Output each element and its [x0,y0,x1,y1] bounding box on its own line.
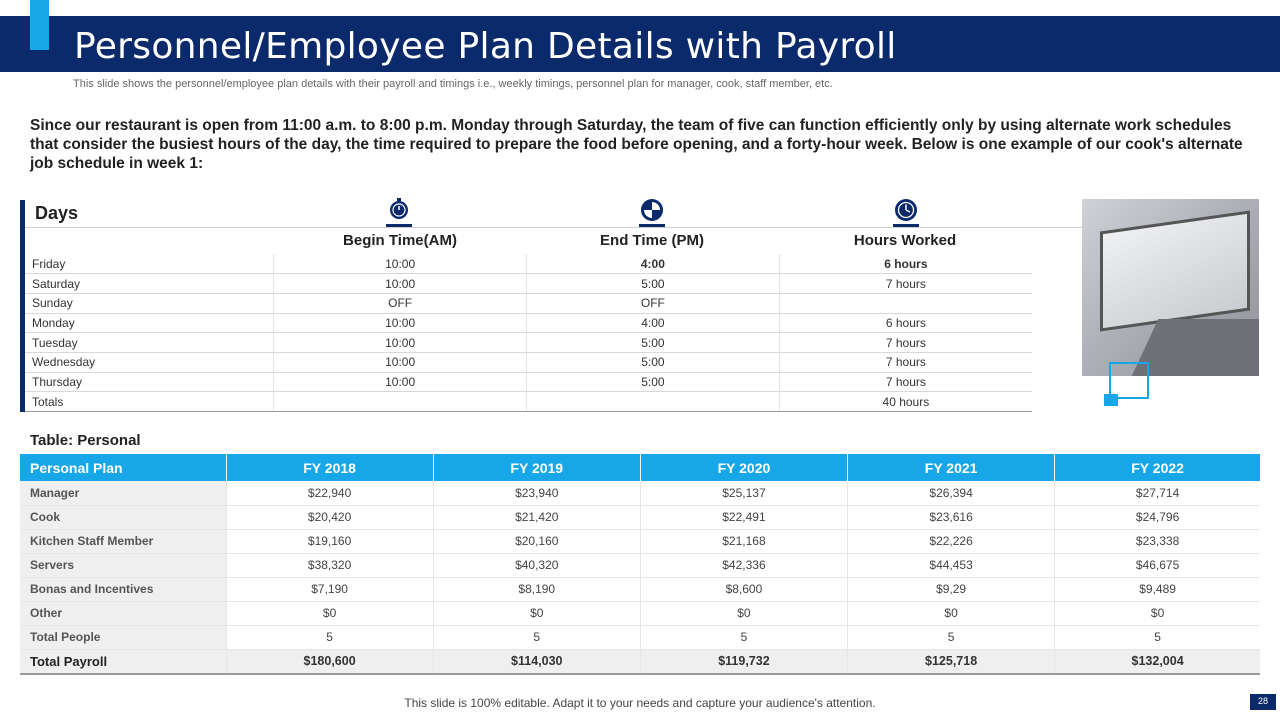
payroll-cell: 5 [433,625,640,649]
payroll-total-cell: $132,004 [1055,649,1260,674]
clock-pie-icon [639,198,665,230]
payroll-total-label: Total Payroll [20,649,226,674]
payroll-header: FY 2021 [848,454,1055,481]
payroll-cell: $9,489 [1055,577,1260,601]
payroll-header: FY 2019 [433,454,640,481]
payroll-cell: $20,420 [226,505,433,529]
payroll-cell: $23,616 [848,505,1055,529]
payroll-cell: $27,714 [1055,481,1260,505]
schedule-begin: 10:00 [274,372,527,392]
payroll-cell: $20,160 [433,529,640,553]
payroll-cell: $44,453 [848,553,1055,577]
schedule-day: Sunday [25,293,274,313]
stopwatch-icon [386,198,412,230]
payroll-total-row [20,649,1260,674]
payroll-cell: $42,336 [640,553,847,577]
payroll-cell: 5 [640,625,847,649]
payroll-cell: $21,420 [433,505,640,529]
schedule-hours: 6 hours [779,254,1032,274]
schedule-hours [779,293,1032,313]
payroll-row-label: Manager [20,481,226,505]
payroll-header: FY 2022 [1055,454,1260,481]
schedule-table [25,254,1032,412]
schedule-end: 5:00 [527,274,780,294]
payroll-cell: $0 [640,601,847,625]
payroll-cell: 5 [1055,625,1260,649]
payroll-cell: $19,160 [226,529,433,553]
schedule-begin [274,392,527,412]
payroll-cell: $22,226 [848,529,1055,553]
schedule-begin: 10:00 [274,333,527,353]
schedule-begin: 10:00 [274,313,527,333]
schedule-hours: 6 hours [779,313,1032,333]
payroll-total-cell: $114,030 [433,649,640,674]
payroll-total-cell: $125,718 [848,649,1055,674]
col-begin-time: Begin Time(AM) [343,232,457,249]
payroll-total-cell: $119,732 [640,649,847,674]
payroll-row [20,481,1260,505]
payroll-header: FY 2020 [640,454,847,481]
payroll-cell: $8,600 [640,577,847,601]
payroll-cell: $22,940 [226,481,433,505]
schedule-hours: 7 hours [779,352,1032,372]
schedule-day: Thursday [25,372,274,392]
payroll-header-row [20,454,1260,481]
page-title: Personnel/Employee Plan Details with Payroll [74,26,897,67]
schedule-row [25,293,1032,313]
payroll-cell: $8,190 [433,577,640,601]
payroll-cell: $38,320 [226,553,433,577]
schedule-day: Monday [25,313,274,333]
schedule-day: Wednesday [25,352,274,372]
payroll-cell: $0 [433,601,640,625]
schedule-row [25,333,1032,353]
schedule-row [25,254,1032,274]
schedule-hours: 40 hours [779,392,1032,412]
schedule-day: Friday [25,254,274,274]
schedule-hours: 7 hours [779,333,1032,353]
payroll-table [20,454,1260,675]
schedule-row [25,372,1032,392]
schedule-hours: 7 hours [779,372,1032,392]
payroll-cell: $25,137 [640,481,847,505]
payroll-row [20,625,1260,649]
payroll-cell: $21,168 [640,529,847,553]
payroll-cell: $0 [226,601,433,625]
payroll-row [20,505,1260,529]
payroll-row [20,577,1260,601]
payroll-total-cell: $180,600 [226,649,433,674]
schedule-end [527,392,780,412]
schedule-end: 4:00 [527,313,780,333]
payroll-row [20,601,1260,625]
schedule-totals-row [25,392,1032,412]
payroll-cell: $23,940 [433,481,640,505]
schedule-end: 4:00 [527,254,780,274]
schedule-begin: 10:00 [274,254,527,274]
payroll-row-label: Servers [20,553,226,577]
intro-paragraph: Since our restaurant is open from 11:00 a.m. to 8:00 p.m. Monday through Saturday, the team of five can function efficiently only by using alternate work schedules that consider the busiest hours of the day, the time required to prepare the food before opening, and a forty-hour week. Below is one example of our cook's alternate job schedule in week 1: [30,117,1243,172]
payroll-cell: $23,338 [1055,529,1260,553]
title-accent [30,0,49,50]
schedule-row [25,274,1032,294]
payroll-cell: $40,320 [433,553,640,577]
schedule-end: 5:00 [527,352,780,372]
payroll-header: FY 2018 [226,454,433,481]
payroll-cell: $7,190 [226,577,433,601]
schedule-begin: 10:00 [274,352,527,372]
schedule-day: Tuesday [25,333,274,353]
schedule-divider [25,227,1085,228]
schedule-row [25,313,1032,333]
schedule-days-label: Days [35,203,79,223]
footer-note: This slide is 100% editable. Adapt it to your needs and capture your audience's attention. [404,696,876,710]
schedule-end: OFF [527,293,780,313]
laptop-photo [1082,199,1259,376]
payroll-row-label: Bonas and Incentives [20,577,226,601]
decor-square-fill [1104,394,1118,406]
page-subtitle: This slide shows the personnel/employee plan details with their payroll and timings i.e., weekly timings, personnel plan for manager, cook, staff member, etc. [73,78,833,90]
laptop-screen [1100,210,1250,331]
payroll-header: Personal Plan [20,454,226,481]
payroll-cell: 5 [226,625,433,649]
page-number: 28 [1250,694,1276,710]
schedule-end: 5:00 [527,333,780,353]
schedule-row [25,352,1032,372]
col-hours-worked: Hours Worked [853,232,957,249]
schedule-section [20,200,1032,412]
payroll-cell: $0 [848,601,1055,625]
payroll-cell: $22,491 [640,505,847,529]
payroll-row-label: Cook [20,505,226,529]
schedule-day: Totals [25,392,274,412]
payroll-cell: $9,29 [848,577,1055,601]
schedule-begin: OFF [274,293,527,313]
payroll-table-title: Table: Personal [30,432,141,449]
payroll-cell: $46,675 [1055,553,1260,577]
payroll-cell: $26,394 [848,481,1055,505]
col-end-time: End Time (PM) [600,232,704,249]
payroll-row-label: Kitchen Staff Member [20,529,226,553]
schedule-end: 5:00 [527,372,780,392]
payroll-cell: $24,796 [1055,505,1260,529]
payroll-cell: $0 [1055,601,1260,625]
payroll-cell: 5 [848,625,1055,649]
schedule-begin: 10:00 [274,274,527,294]
payroll-row-label: Total People [20,625,226,649]
schedule-day: Saturday [25,274,274,294]
clock-icon [893,198,919,230]
payroll-row [20,529,1260,553]
payroll-row-label: Other [20,601,226,625]
payroll-row [20,553,1260,577]
schedule-hours: 7 hours [779,274,1032,294]
